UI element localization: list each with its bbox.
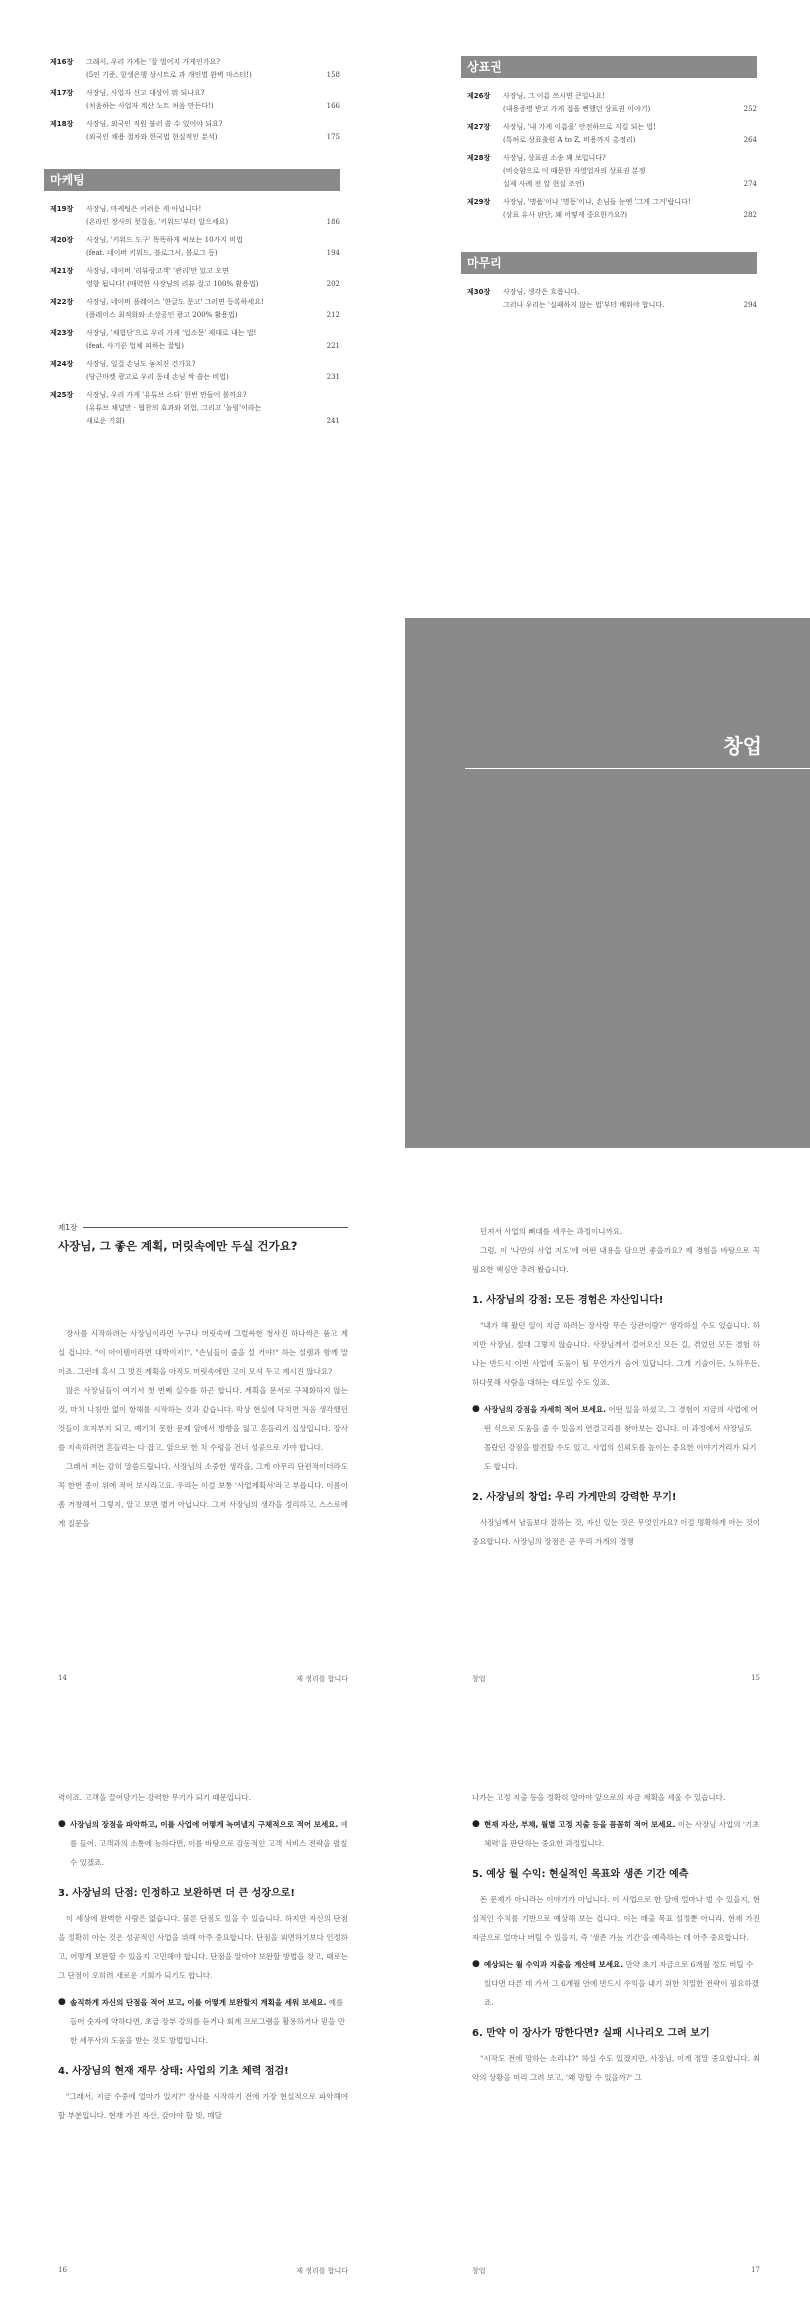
section-heading: 5. 예상 월 수익: 현실적인 목표와 생존 기간 예측 xyxy=(472,1869,689,1880)
page-14 xyxy=(58,1222,348,1702)
toc-entry-text xyxy=(86,358,314,384)
body-paragraph: 던져서 사업의 뼈대를 세우는 과정이니까요. xyxy=(480,1227,623,1236)
bullet-text: 어떤 일을 하셨고, 그 경험이 지금의 사업에 어떤 식으로 도움을 줄 수 있을지 연결고리를 찾아보는 겁니다. 이 과정에서 사장님도 몰랐던 강점을 발견할 수도 있고, 사업의 신뢰도를 높이는 중요한 이야기거리가 되기도 합니다. xyxy=(484,1405,758,1471)
bullet-text: 이는 사장님 사업의 '기초 체력'을 판단하는 중요한 과정입니다. xyxy=(484,1820,760,1848)
chapter-title: 사장님, 그 좋은 계획, 머릿속에만 두실 건가요? xyxy=(58,1239,298,1253)
bullet-item xyxy=(472,1815,760,1853)
page-15-intro xyxy=(472,1222,760,1279)
toc-entry-line: 실제 사례 전 알 현실 조언) xyxy=(503,180,585,188)
toc-entry-text xyxy=(86,265,314,291)
toc-chapter-number: 제16장 xyxy=(50,58,74,66)
page-14-body xyxy=(58,1324,348,1533)
toc-entry-line: 사장님, 네이버 '리뷰랑고객' '관리'만 있고 오면 xyxy=(86,267,229,275)
bullet-item xyxy=(58,1815,348,1872)
toc-page-number: 158 xyxy=(326,71,340,79)
toc-entry-line: (처음하는 사업자 계산 노트 처음 만든다!) xyxy=(86,102,214,110)
body-paragraph: 많은 사장님들이 여기서 첫 번째 실수를 하곤 합니다. 계획을 문서로 구체화하지 않는 것, 마치 나침반 없이 항해를 시작하는 것과 같습니다. 막상 현실에 닥치면 처음 생각했던 것들이 흐지부지 되고, 예기치 못한 문제 앞에서 방향을 잃고 흔들리기 십상입니다. 장사를 지속하려면 흔들리는 다 잡고, 앞으로 한 치 수렁을 건너 성공으로 가야 합니다. xyxy=(58,1386,348,1452)
toc-entry-line: 사장님, '명품'이나 '명동'이나, 손님들 눈엔 '그게 그거'랍니다! xyxy=(503,198,691,206)
body-paragraph: 이 세상에 완벽한 사람은 없습니다. 물론 단점도 있을 수 있습니다. 하지만 자신의 단점을 정확히 아는 것은 성공적인 사업을 위해 아주 중요합니다. 단점을 외면하기보다 인정하고, 어떻게 보완할 수 있을지 고민해야 합니다. 단점을 알아야 보완할 방법을 찾고, 때로는 그 단점이 오히려 새로운 기회가 되기도 합니다. xyxy=(58,1914,348,1980)
toc-entry xyxy=(467,196,757,222)
toc-entry-text xyxy=(503,121,731,147)
body-paragraph: 사장님께서 남들보다 잘하는 것, 자신 있는 것은 무엇인가요? 이걸 명확하게 아는 것이 중요합니다. 사장님의 장점은 곧 우리 가게의 경쟁 xyxy=(472,1518,760,1546)
toc-entry-line: 사장님, 일걸 손님도 놓치진 건가요? xyxy=(86,360,196,368)
bullet-bold: 사장님의 장점을 파악하고, 이를 사업에 어떻게 녹여낼지 구체적으로 적어 보세요. xyxy=(70,1820,339,1829)
toc-entry-line: 사장님, 마케팅은 어려운 게 아닙니다! xyxy=(86,205,202,213)
toc-chapter-number: 제23장 xyxy=(50,329,74,337)
chapter-label: 제1장 xyxy=(58,1223,78,1232)
part-divider-panel xyxy=(405,618,810,1148)
bullet-text: 예를 들어, 고객과의 소통에 능하다면, 이를 바탕으로 감동적인 고객 서비스 전략을 펼칠 수 있겠죠. xyxy=(70,1820,348,1867)
bullet-item xyxy=(472,1955,760,2012)
toc-entry-text xyxy=(503,152,731,191)
toc-section-header-brand: 상표권 xyxy=(461,56,757,78)
toc-entry-line: (외국인 채용 절차와 한국법 현실적인 분석) xyxy=(86,133,218,141)
toc-entry-line: (당근마켓 광고로 우리 동네 손님 싹 쓸는 비법) xyxy=(86,373,229,381)
running-footer: 제 정리를 합니다 xyxy=(296,2267,348,2275)
body-paragraph: "내가 해 왔던 일이 지금 하려는 장사랑 무슨 상관이람?" 생각하실 수도 있습니다. 하지만 사장님, 절대 그렇지 않습니다. 사장님께서 걸어오신 모든 길, 겪었던 모든 경험 하나는 반드시 이번 사업에 도움이 될 무언가가 숨어 있답니다. 그게 기술이든, 노하우든, 하다못해 사람을 대하는 태도일 수도 있죠. xyxy=(472,1321,760,1387)
toc-chapter-number: 제26장 xyxy=(467,92,491,100)
bullet-icon: ● xyxy=(472,1404,480,1414)
page-17 xyxy=(472,1788,760,2288)
toc-entry-line: 사장님, 네이버 플레이스 '한글도 문고' 그러면 등록하세요! xyxy=(86,298,264,306)
toc-entry-line: 사장님, 생각은 흐릅니다. xyxy=(503,288,580,296)
toc-entry-line: (온라인 장사의 첫걸음, '키워드'부터 알으세요) xyxy=(86,218,229,226)
toc-chapter-number: 제22장 xyxy=(50,298,74,306)
toc-entry xyxy=(50,265,340,291)
bullet-text: 예를 들어 숫자에 약하다면, 초급 장부 강의를 듣거나 회계 프로그램을 활용하거나 믿을 만한 세무사의 도움을 받는 것도 방법입니다. xyxy=(70,1998,345,2045)
body-paragraph: 그럼, 이 '나만의 사업 지도'에 어떤 내용을 담으면 좋을까요? 제 경험을 바탕으로 꼭 필요한 핵심만 추려 봤습니다. xyxy=(472,1246,760,1274)
toc-page-number: 294 xyxy=(743,301,757,309)
toc-page-number: 175 xyxy=(326,133,340,141)
toc-page-number: 231 xyxy=(326,373,340,381)
toc-entry xyxy=(50,296,340,322)
toc-chapter-number: 제29장 xyxy=(467,198,491,206)
toc-section-header-closing: 마무리 xyxy=(461,252,757,274)
toc-entry-text xyxy=(86,389,314,428)
toc-entry-line: 사장님, 우리 가게 '유튜브 스타' 한번 만들어 볼까요? xyxy=(86,391,247,399)
toc-entry xyxy=(50,87,340,113)
bullet-icon: ● xyxy=(472,1819,480,1829)
page-15 xyxy=(472,1222,760,1702)
toc-list-business xyxy=(50,56,340,144)
toc-chapter-number: 제28장 xyxy=(467,154,491,162)
toc-page-number: 212 xyxy=(326,311,340,319)
body-paragraph: 돈 문제가 아니라는 이야기가 아닙니다. 이 사업으로 한 달에 얼마나 벌 수 있을지, 현실적인 수치를 기반으로 예상해 보는 겁니다. 이는 매출 목표 설정뿐 아니라, 현재 가진 자금으로 얼마나 버틸 수 있을지, 즉 '생존 가능 기간'을 예측하는 데 아주 중요합니다. xyxy=(472,1895,760,1942)
toc-chapter-number: 제18장 xyxy=(50,120,74,128)
toc-entry-line: 사장님, '체험단'으로 우리 가게 '입소문' 제대로 내는 법! xyxy=(86,329,257,337)
toc-entry-line: 사장님, 상표권 소송 꽤 보입니다? xyxy=(503,154,606,162)
bullet-icon: ● xyxy=(58,1819,66,1829)
toc-list-closing xyxy=(467,286,757,312)
toc-page-number: 282 xyxy=(743,211,757,219)
part-title: 창업 xyxy=(723,734,762,758)
section-heading: 1. 사장님의 강점: 모든 경험은 자산입니다! xyxy=(472,1295,664,1306)
section-heading: 4. 사장님의 현재 재무 상태: 사업의 기초 체력 점검! xyxy=(58,2066,289,2077)
chapter-rule xyxy=(83,1227,348,1228)
toc-entry-line: 그래서, 우리 가게는 '잘 벌어지 가게인가요? xyxy=(86,58,220,66)
page-number: 17 xyxy=(751,2266,760,2274)
section-heading: 2. 사장님의 창업: 우리 가게만의 강력한 무기! xyxy=(472,1492,677,1503)
toc-section-header-marketing: 마케팅 xyxy=(44,169,340,191)
toc-entry-line: (플레이스 최적화와 소상공인 광고 200% 활용법) xyxy=(86,311,238,319)
body-paragraph: "시작도 전에 망하는 소리냐?" 하실 수도 있겠지만, 사장님, 이게 정말 중요합니다. 최악의 상황을 미리 그려 보고, '왜 망할 수 있을까?' 그 xyxy=(472,2054,760,2082)
bullet-bold: 예상되는 월 수익과 지출을 계산해 보세요. xyxy=(484,1960,624,1969)
toc-entry-line: 사장님, 외국인 직원 불러 쓸 수 있어야 되요? xyxy=(86,120,223,128)
toc-page-number: 186 xyxy=(326,218,340,226)
toc-chapter-number: 제25장 xyxy=(50,391,74,399)
toc-entry xyxy=(50,327,340,353)
toc-entry-line: 그러나 우리는 '실패하지 않는 법'부터 배워야 합니다. xyxy=(503,301,665,309)
page-number: 15 xyxy=(751,1674,760,1682)
toc-entry-text xyxy=(86,327,314,353)
section-heading: 6. 만약 이 장사가 망한다면? 실패 시나리오 그려 보기 xyxy=(472,2028,710,2039)
toc-page-number: 221 xyxy=(326,342,340,350)
toc-entry xyxy=(467,90,757,116)
toc-entry-line: (유튜브 채널만 · 협찬의 효과와 위험, 그리고 '놀림'이라는 xyxy=(86,404,262,412)
toc-entry-line: 사장님, '키워드 도구' 똑똑하게 써보는 10가지 비법 xyxy=(86,236,243,244)
toc-entry xyxy=(50,203,340,229)
toc-entry-text xyxy=(503,196,731,222)
toc-entry-text xyxy=(86,118,314,144)
toc-page-number: 241 xyxy=(326,417,340,425)
toc-page-number: 252 xyxy=(743,105,757,113)
toc-right-page xyxy=(467,56,757,317)
page-17-footer xyxy=(472,2266,760,2276)
body-paragraph: 나가는 고정 지출 등을 정확히 알아야 앞으로의 자금 계획을 세울 수 있습니다. xyxy=(472,1793,726,1802)
toc-entry-line: (비슷함으로 이 때문한 자영업자의 상표권 분쟁 xyxy=(503,167,646,175)
toc-entry xyxy=(467,286,757,312)
toc-entry xyxy=(50,118,340,144)
toc-entry-text xyxy=(86,203,314,229)
running-footer: 창업 xyxy=(472,2267,486,2275)
toc-page-number: 274 xyxy=(743,180,757,188)
toc-entry xyxy=(467,152,757,191)
toc-entry-line: (특허로 상표출원 A to Z, 비용까지 총정리) xyxy=(503,136,636,144)
toc-entry-text xyxy=(86,234,314,260)
toc-page-number: 202 xyxy=(326,280,340,288)
toc-page-number: 194 xyxy=(326,249,340,257)
chapter-label-row xyxy=(58,1222,348,1233)
page-number: 14 xyxy=(58,1674,67,1682)
running-footer: 창업 xyxy=(472,1675,486,1683)
toc-chapter-number: 제30장 xyxy=(467,288,491,296)
toc-page-number: 264 xyxy=(743,136,757,144)
toc-chapter-number: 제21장 xyxy=(50,267,74,275)
toc-left-page xyxy=(50,56,340,433)
body-paragraph: 력이죠. 고객을 끌어당기는 강력한 무기가 되기 때문입니다. xyxy=(58,1793,251,1802)
toc-chapter-number: 제17장 xyxy=(50,89,74,97)
part-title-rule xyxy=(465,768,810,769)
toc-entry-line: (feat. 네이버 키워드, 블로그서, 블로그 등) xyxy=(86,249,218,257)
page-15-footer xyxy=(472,1674,760,1684)
toc-entry-text xyxy=(86,87,314,113)
bullet-bold: 사장님의 강점을 자세히 적어 보세요. xyxy=(484,1405,606,1414)
toc-entry xyxy=(50,389,340,428)
toc-entry-line: (상표 유사 판단, 왜 어떻게 중요한가요?) xyxy=(503,211,627,219)
page-14-footer xyxy=(58,1674,348,1684)
body-paragraph: "그래서, 지금 수중에 얼마가 있지?" 장사를 시작하기 전에 가장 현실적으로 파악해야 할 부분입니다. 현재 가진 자산, 갚아야 할 빚, 매달 xyxy=(58,2092,348,2120)
toc-entry-line: 새로운 기회) xyxy=(86,417,125,425)
toc-page-number: 166 xyxy=(326,102,340,110)
toc-entry-text xyxy=(86,296,314,322)
bullet-icon: ● xyxy=(58,1997,66,2007)
bullet-icon: ● xyxy=(472,1959,480,1969)
toc-entry-line: 사장님, '내 가게 이름을' 안전하므로 지킬 되는 법! xyxy=(503,123,656,131)
toc-chapter-number: 제19장 xyxy=(50,205,74,213)
toc-entry-text xyxy=(503,90,731,116)
toc-entry-line: 사장님, 그 이름 쓰시면 큰일나요! xyxy=(503,92,605,100)
toc-list-marketing xyxy=(50,203,340,428)
toc-entry xyxy=(50,234,340,260)
page-16 xyxy=(58,1788,348,2288)
bullet-item xyxy=(472,1400,760,1476)
toc-entry-line: (feat. 사기꾼 업체 피하는 꿀팁) xyxy=(86,342,184,350)
bullet-item xyxy=(58,1993,348,2050)
bullet-text: 만약 초기 자금으로 6개월 정도 버틸 수 있다면 다른 데 가서 그 6개월 안에 반드시 수익을 내기 위한 치밀한 전략이 필요하겠죠. xyxy=(484,1960,759,2007)
toc-chapter-number: 제27장 xyxy=(467,123,491,131)
toc-entry xyxy=(50,358,340,384)
toc-entry-text xyxy=(503,286,731,312)
bullet-bold: 현재 자산, 부채, 월별 고정 지출 등을 꼼꼼히 적어 보세요. xyxy=(484,1820,676,1829)
toc-entry xyxy=(467,121,757,147)
toc-entry-line: (내용증명 받고 가게 접을 뻔했던 상표권 이야기) xyxy=(503,105,651,113)
toc-list-brand xyxy=(467,90,757,222)
toc-entry-line: (5인 기준, 항생은행 상시트로 과 개인별 완벽 마스터!) xyxy=(86,71,252,79)
toc-entry-line: 영향 됩니다! (매력한 사장님의 리뷰 잘고 100% 활용법) xyxy=(86,280,259,288)
toc-entry-line: 사장님, 사업자 신고 대상이 뭐 되나요? xyxy=(86,89,205,97)
toc-chapter-number: 제20장 xyxy=(50,236,74,244)
toc-entry xyxy=(50,56,340,82)
bullet-bold: 솔직하게 자신의 단점을 적어 보고, 이를 어떻게 보완할지 계획을 세워 보세요. xyxy=(70,1998,327,2007)
toc-entry-text xyxy=(86,56,314,82)
page-number: 16 xyxy=(58,2266,67,2274)
toc-chapter-number: 제24장 xyxy=(50,360,74,368)
body-paragraph: 그래서 저는 감히 말씀드립니다. 사장님의 소중한 생각을, 그게 아무리 단편적이더라도 꼭 한번 종이 위에 적어 보시라고요. 우리는 이걸 보통 '사업계획서'라고 부릅니다. 이름이 좀 거창해서 그렇지, 알고 보면 별거 아닙니다. 그저 사장님의 생각을 정리하고, 스스로에게 질문을 xyxy=(58,1462,348,1528)
section-heading: 3. 사장님의 단점: 인정하고 보완하면 더 큰 성장으로! xyxy=(58,1888,295,1899)
page-16-footer xyxy=(58,2266,348,2276)
running-footer: 제 정리를 합니다 xyxy=(296,1675,348,1683)
body-paragraph: 장사를 시작하려는 사장님이라면 누구나 머릿속에 그럴싸한 청사진 하나씩은 품고 계실 겁니다. "이 아이템이라면 대박이지!", "손님들이 줄을 설 거야!" 하는 설렘과 함께 말이죠. 그런데 혹시 그 멋진 계획을 아직도 머릿속에만 고이 모셔 두고 계시진 않나요? xyxy=(58,1329,348,1376)
